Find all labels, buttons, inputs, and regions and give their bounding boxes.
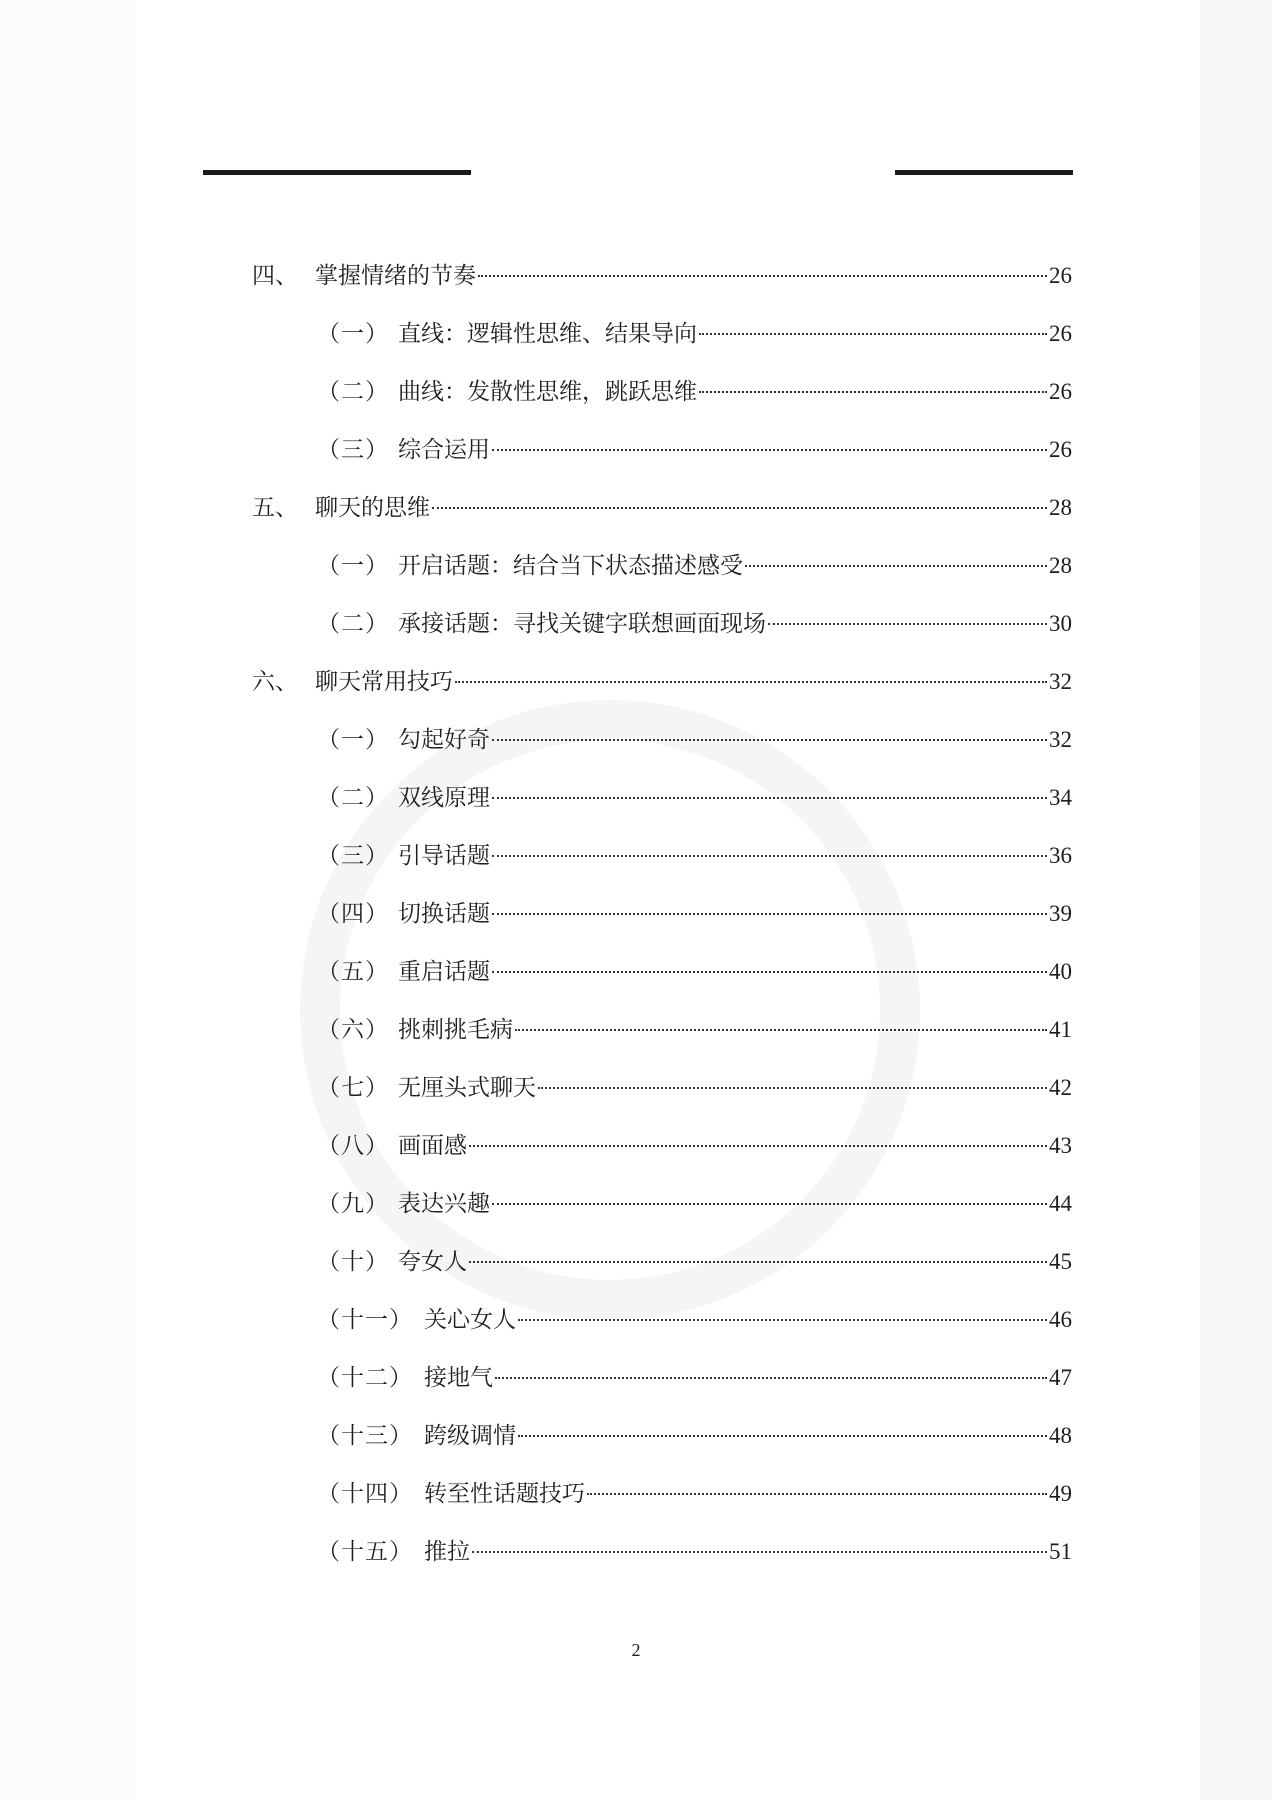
toc-dot-leader [518,1435,1047,1437]
toc-dot-leader [492,913,1047,915]
toc-entry-title: 双线原理 [398,785,490,811]
toc-entry-page: 47 [1049,1365,1072,1390]
toc-dot-leader [587,1493,1047,1495]
toc-entry-number: （七） [317,1075,389,1101]
toc-entry-title: 引导话题 [398,843,490,869]
toc-entry-title: 曲线：发散性思维，跳跃思维 [398,379,697,405]
toc-entry-number: （十四） [317,1481,413,1507]
toc-dot-leader [538,1087,1047,1089]
toc-entry-title: 挑刺挑毛病 [398,1017,513,1043]
toc-entry-page: 41 [1049,1017,1072,1042]
toc-entry-page: 28 [1049,495,1072,520]
toc-entry-number: （二） [317,379,389,405]
toc-entry-title: 夸女人 [398,1249,467,1275]
toc-dot-leader [492,1203,1047,1205]
toc-entry[interactable] [252,664,1072,700]
toc-dot-leader [432,507,1047,509]
toc-entry[interactable] [317,1360,1072,1396]
toc-entry-page: 43 [1049,1133,1072,1158]
toc-entry[interactable] [317,606,1072,642]
toc-entry[interactable] [317,1476,1072,1512]
toc-entry-page: 30 [1049,611,1072,636]
toc-entry-page: 28 [1049,553,1072,578]
toc-entry-page: 36 [1049,843,1072,868]
toc-entry[interactable] [317,780,1072,816]
page-number: 2 [631,1640,641,1660]
toc-entry[interactable] [317,432,1072,468]
toc-entry-number: （六） [317,1017,389,1043]
toc-entry-number: 六、 [252,669,298,695]
toc-entry-title: 承接话题：寻找关键字联想画面现场 [398,611,766,637]
toc-dot-leader [515,1029,1047,1031]
toc-entry-page: 48 [1049,1423,1072,1448]
toc-entry-page: 26 [1049,379,1072,404]
toc-entry-number: 四、 [252,263,298,289]
toc-entry-page: 44 [1049,1191,1072,1216]
toc-entry-number: （三） [317,437,389,463]
toc-dot-leader [455,681,1047,683]
toc-entry-number: 五、 [252,495,298,521]
toc-entry-page: 40 [1049,959,1072,984]
toc-entry-title: 聊天的思维 [315,495,430,521]
toc-dot-leader [492,855,1047,857]
toc-entry[interactable] [252,258,1072,294]
toc-entry-number: （一） [317,321,389,347]
toc-entry-title: 表达兴趣 [398,1191,490,1217]
toc-entry-page: 46 [1049,1307,1072,1332]
scan-margin-right [1200,0,1272,1800]
toc-entry-number: （十一） [317,1307,413,1333]
toc-entry[interactable] [317,1012,1072,1048]
scan-margin-left [0,0,135,1800]
toc-entry-title: 关心女人 [424,1307,516,1333]
toc-entry-number: （九） [317,1191,389,1217]
toc-entry-title: 跨级调情 [424,1423,516,1449]
toc-dot-leader [472,1551,1047,1553]
toc-entry[interactable] [317,1244,1072,1280]
toc-dot-leader [492,797,1047,799]
toc-dot-leader [745,565,1047,567]
toc-entry-number: （十三） [317,1423,413,1449]
toc-dot-leader [469,1261,1047,1263]
toc-entry-number: （二） [317,785,389,811]
toc-dot-leader [492,971,1047,973]
toc-entry[interactable] [317,954,1072,990]
toc-entry-number: （十） [317,1249,389,1275]
toc-entry-number: （三） [317,843,389,869]
toc-entry-title: 掌握情绪的节奏 [315,263,476,289]
toc-entry-number: （十二） [317,1365,413,1391]
toc-entry[interactable] [252,490,1072,526]
toc-entry[interactable] [317,548,1072,584]
toc-entry[interactable] [317,316,1072,352]
toc-entry-number: （一） [317,727,389,753]
toc-entry-page: 49 [1049,1481,1072,1506]
toc-entry-title: 勾起好奇 [398,727,490,753]
toc-entry-page: 51 [1049,1539,1072,1564]
toc-entry-number: （四） [317,901,389,927]
toc-entry[interactable] [317,722,1072,758]
toc-entry[interactable] [317,1302,1072,1338]
toc-entry[interactable] [317,1186,1072,1222]
toc-entry[interactable] [317,1534,1072,1570]
toc-dot-leader [492,739,1047,741]
toc-entry[interactable] [317,896,1072,932]
toc-dot-leader [478,275,1047,277]
header-rule-right [895,170,1073,175]
toc-entry-page: 42 [1049,1075,1072,1100]
toc-entry-title: 重启话题 [398,959,490,985]
toc-entry-number: （十五） [317,1539,413,1565]
toc-dot-leader [699,391,1047,393]
toc-entry-title: 直线：逻辑性思维、结果导向 [398,321,697,347]
toc-entry-page: 32 [1049,669,1072,694]
toc-dot-leader [469,1145,1047,1147]
toc-entry-number: （五） [317,959,389,985]
toc-entry[interactable] [317,374,1072,410]
toc-entry-page: 45 [1049,1249,1072,1274]
toc-entry[interactable] [317,1128,1072,1164]
toc-dot-leader [492,449,1047,451]
toc-entry[interactable] [317,1418,1072,1454]
toc-entry[interactable] [317,1070,1072,1106]
toc-entry-title: 画面感 [398,1133,467,1159]
toc-entry-title: 综合运用 [398,437,490,463]
toc-entry-title: 开启话题：结合当下状态描述感受 [398,553,743,579]
toc-dot-leader [518,1319,1047,1321]
header-rule-left [203,170,471,175]
toc-dot-leader [768,623,1047,625]
toc-entry-page: 26 [1049,321,1072,346]
toc-dot-leader [495,1377,1047,1379]
toc-entry-page: 26 [1049,437,1072,462]
toc-entry-title: 切换话题 [398,901,490,927]
toc-dot-leader [699,333,1047,335]
toc-entry-page: 26 [1049,263,1072,288]
toc-entry-page: 34 [1049,785,1072,810]
toc-entry-page: 32 [1049,727,1072,752]
toc-entry-title: 转至性话题技巧 [424,1481,585,1507]
toc-entry-number: （二） [317,611,389,637]
toc-entry[interactable] [317,838,1072,874]
toc-entry-title: 接地气 [424,1365,493,1391]
toc-entry-title: 聊天常用技巧 [315,669,453,695]
toc-entry-number: （八） [317,1133,389,1159]
toc-entry-title: 无厘头式聊天 [398,1075,536,1101]
toc-entry-number: （一） [317,553,389,579]
toc-entry-title: 推拉 [424,1539,470,1565]
toc-entry-page: 39 [1049,901,1072,926]
